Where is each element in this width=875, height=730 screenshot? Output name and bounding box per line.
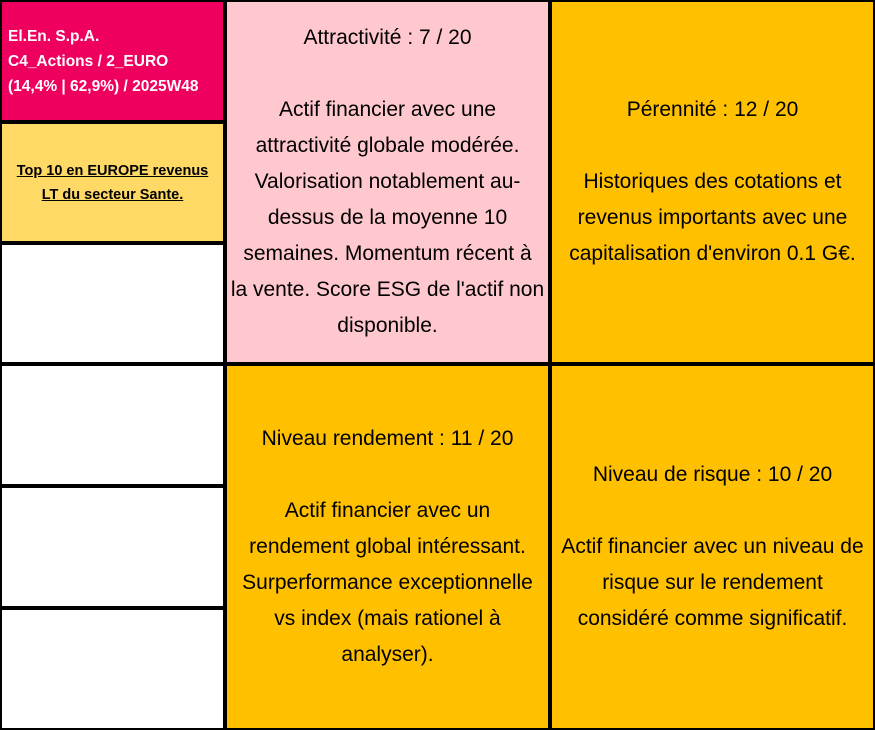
ranking-tag-line1: Top 10 en EUROPE revenus [16, 162, 209, 179]
empty-cell-4 [0, 608, 225, 730]
attractivite-line-1: Actif financier avec une [278, 98, 497, 121]
attractivite-line-4: dessus de la moyenne 10 [267, 206, 508, 229]
risque-line-3: considéré comme significatif. [577, 607, 848, 630]
attractivite-line-5: semaines. Momentum récent à [243, 242, 532, 265]
attractivite-title: Attractivité : 7 / 20 [303, 26, 472, 49]
rendement-line-2: rendement global intéressant. [249, 535, 526, 558]
attractivite-line-6: la vente. Score ESG de l'actif non [230, 278, 545, 301]
attractivite-line-2: attractivité globale modérée. [255, 134, 520, 157]
risque-line-2: risque sur le rendement [602, 571, 823, 594]
ranking-tag-cell [0, 122, 225, 243]
risque-line-1: Actif financier avec un niveau de [561, 535, 864, 558]
rendement-line-1: Actif financier avec un [284, 499, 491, 522]
perennite-cell [550, 0, 875, 364]
attractivite-line-7: disponible. [337, 314, 438, 337]
rendement-title: Niveau rendement : 11 / 20 [261, 427, 514, 450]
ranking-tag-line2: LT du secteur Sante. [41, 186, 184, 203]
asset-header-cell [0, 0, 225, 122]
rendement-cell [225, 364, 550, 730]
asset-name: El.En. S.p.A. [8, 27, 100, 45]
attractivite-line-3: Valorisation notablement au- [254, 170, 521, 193]
rendement-line-4: vs index (mais rationel à [274, 607, 501, 630]
empty-cell-3 [0, 486, 225, 608]
perennite-line-1: Historiques des cotations et [583, 170, 842, 193]
perennite-title: Pérennité : 12 / 20 [626, 98, 799, 121]
asset-category: C4_Actions / 2_EURO [8, 52, 169, 70]
risque-title: Niveau de risque : 10 / 20 [592, 463, 833, 486]
empty-cell-1 [0, 243, 225, 364]
perennite-line-3: capitalisation d'environ 0.1 G€. [569, 242, 856, 265]
rendement-line-3: Surperformance exceptionnelle [242, 571, 533, 594]
perennite-line-2: revenus importants avec une [577, 206, 848, 229]
asset-stats: (14,4% | 62,9%) / 2025W48 [8, 77, 199, 95]
attractivite-cell [225, 0, 550, 364]
risque-cell [550, 364, 875, 730]
empty-cell-2 [0, 364, 225, 486]
rendement-line-5: analyser). [341, 643, 434, 666]
